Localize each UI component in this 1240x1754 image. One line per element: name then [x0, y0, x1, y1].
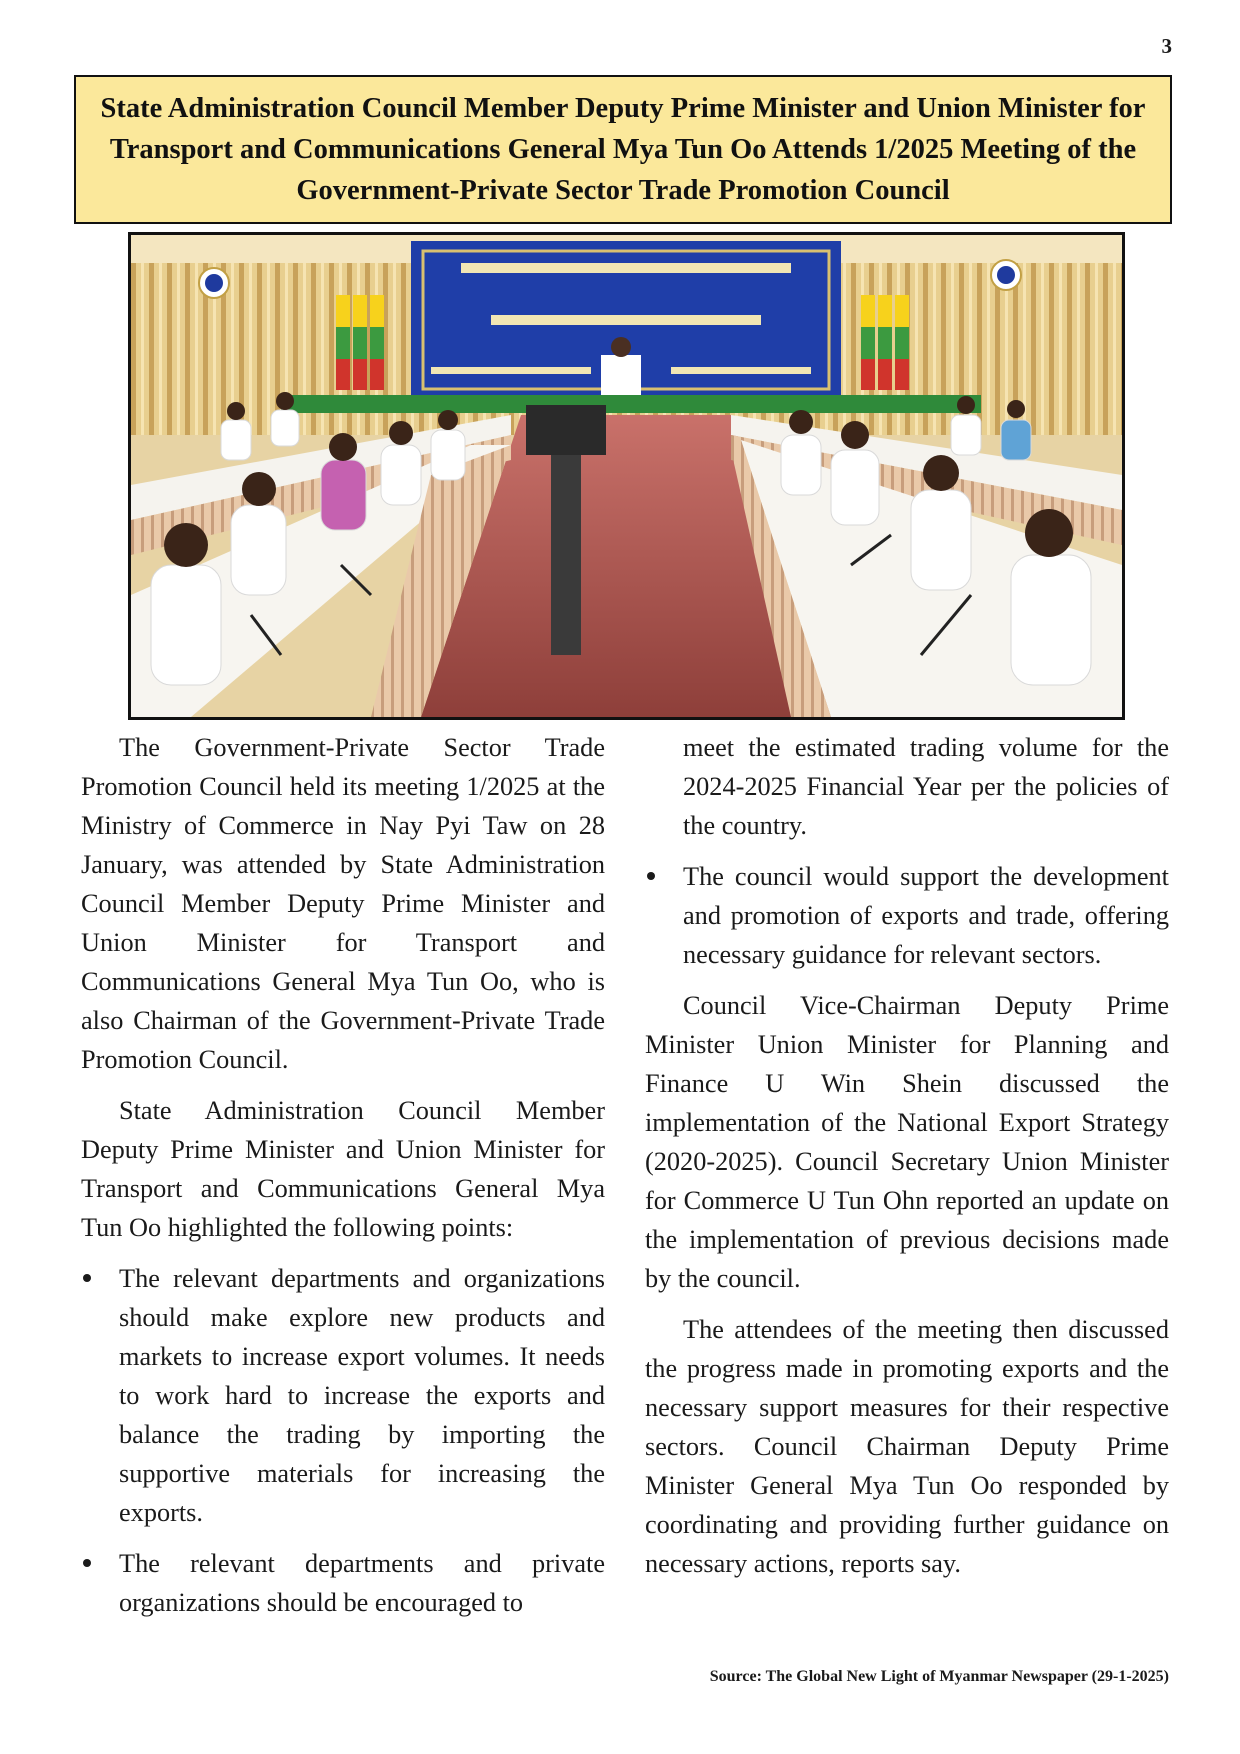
- points-list: [81, 1259, 605, 1622]
- article-column-left: [81, 728, 605, 1634]
- source-credit: Source: The Global New Light of Myanmar Newspaper (29-1-2025): [709, 1668, 1169, 1685]
- page-number: 3: [1161, 34, 1172, 58]
- bullet-point-1: [81, 1259, 605, 1532]
- paragraph-4: The attendees of the meeting then discussed the progress made in promoting exports and the necessary support measures for their respective sectors. Council Chairman Deputy Prime Minister General Mya Tun Oo responded by coordinating and providing further guidance on necessary actions, reports say.: [645, 1315, 1169, 1578]
- bullet-point-3: [645, 857, 1169, 974]
- bullet-text: The relevant departments and private organizations should be encouraged to: [119, 1549, 605, 1617]
- paragraph-3: Council Vice-Chairman Deputy Prime Minister Union Minister for Planning and Finance U Win Shein discussed the implementation of the National Export Strategy (2020-2025). Council Secretary Union Minister for Commerce U Tun Ohn reported an update on the implementation of previous decisions made by the council.: [645, 991, 1169, 1293]
- meeting-photo: [128, 232, 1125, 720]
- bullet-point-2-continued: meet the estimated trading volume for the 2024-2025 Financial Year per the policies of the country.: [683, 733, 1169, 840]
- bullet-icon: [83, 1559, 91, 1567]
- paragraph-1: The Government-Private Sector Trade Promotion Council held its meeting 1/2025 at the Ministry of Commerce in Nay Pyi Taw on 28 January, was attended by State Administration Council Member Deputy Prime Minister and Union Minister for Transport and Communications General Mya Tun Oo, who is also Chairman of the Government-Private Trade Promotion Council.: [81, 733, 605, 1074]
- bullet-text: The council would support the development and promotion of exports and trade, offering necessary guidance for relevant sectors.: [683, 862, 1169, 969]
- article-headline: State Administration Council Member Deputy Prime Minister and Union Minister for Transport and Communications General Mya Tun Oo Attends 1/2025 Meeting of the Government-Private Sector Trade Promotion Council: [100, 93, 1146, 206]
- bullet-icon: [83, 1274, 91, 1282]
- points-list-continued: [645, 857, 1169, 974]
- bullet-icon: [647, 872, 655, 880]
- bullet-point-2: [81, 1544, 605, 1622]
- article-column-right: [645, 728, 1169, 1595]
- paragraph-2: State Administration Council Member Deputy Prime Minister and Union Minister for Transport and Communications General Mya Tun Oo highlighted the following points:: [81, 1096, 605, 1242]
- headline-box: [74, 75, 1172, 224]
- bullet-text: The relevant departments and organizations should make explore new products and markets to increase export volumes. It needs to work hard to increase the exports and balance the trading by importing the supportive materials for increasing the exports.: [119, 1264, 605, 1527]
